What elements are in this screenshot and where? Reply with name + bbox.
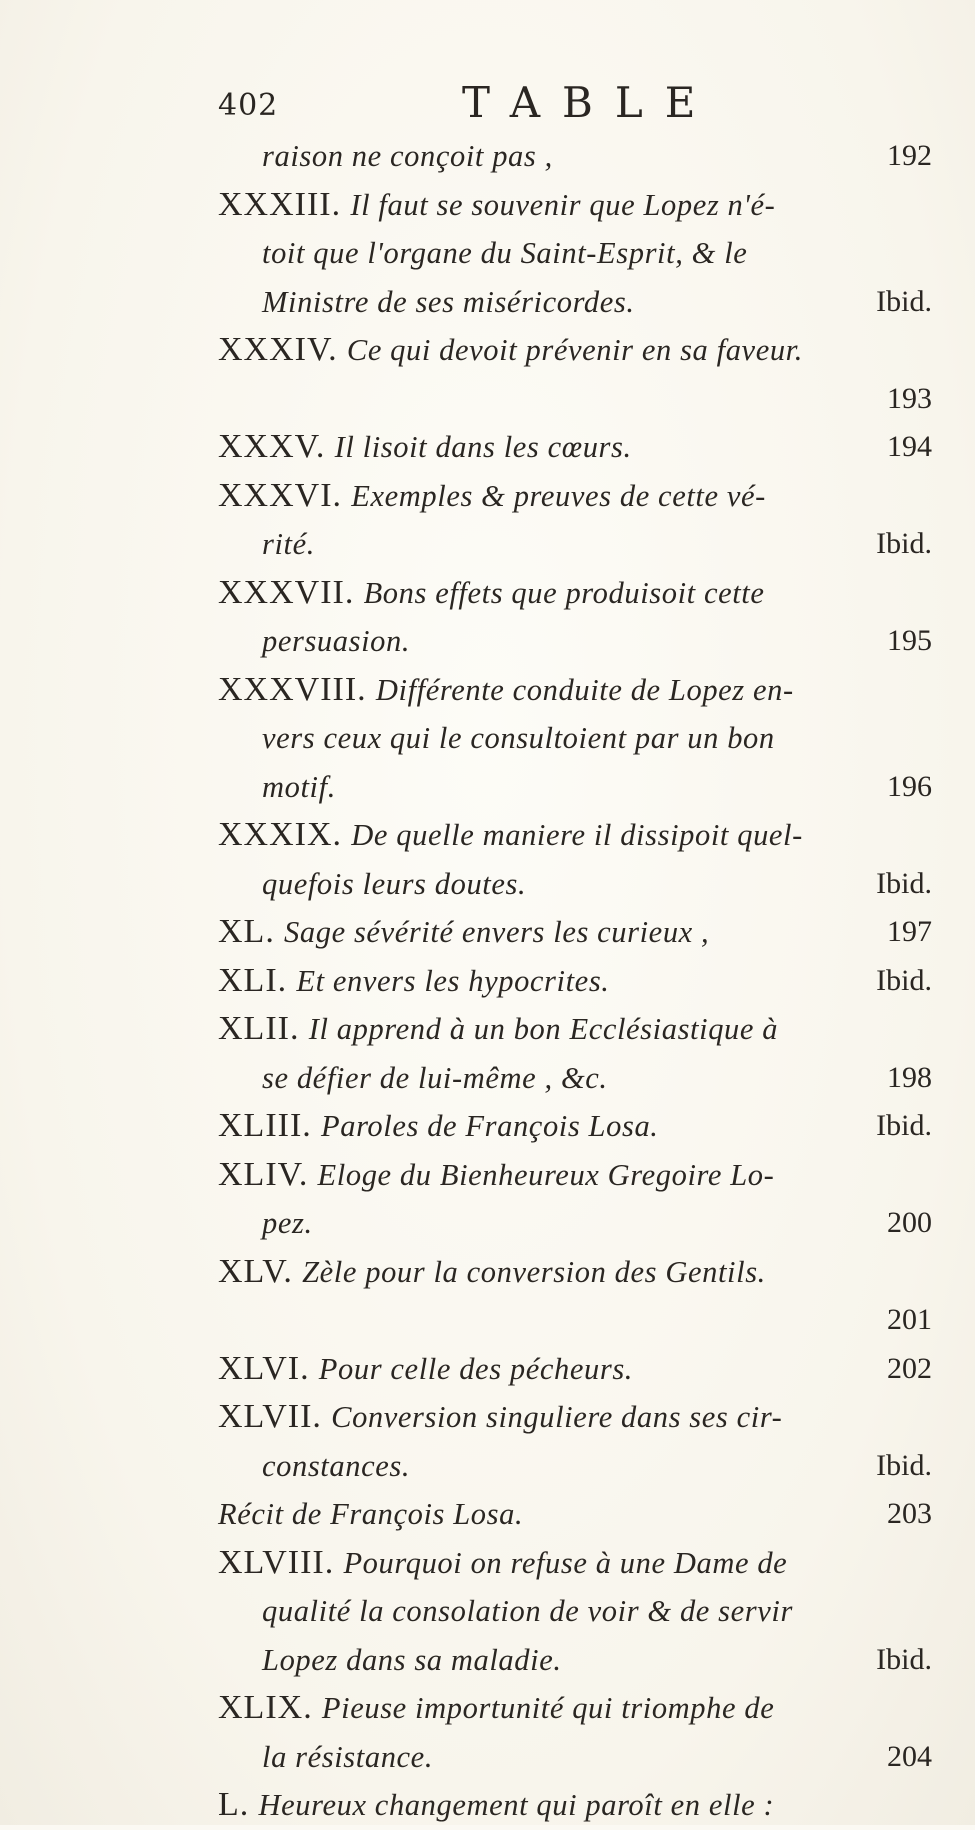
toc-line bbox=[218, 1684, 932, 1733]
entry-number: XXXV. bbox=[218, 428, 326, 465]
entry-page: 198 bbox=[887, 1060, 932, 1094]
toc-line bbox=[218, 569, 932, 618]
entry-number: XLII. bbox=[218, 1010, 300, 1047]
entry-text: Sage sévérité envers les curieux , bbox=[284, 915, 710, 949]
entry-text: Il lisoit dans les cœurs. bbox=[334, 430, 632, 464]
toc-line bbox=[218, 1151, 932, 1200]
entry-number: XXXVI. bbox=[218, 476, 343, 514]
entry-number: XXXIX. bbox=[218, 816, 343, 853]
toc-line bbox=[218, 278, 932, 327]
entry-text: qualité la consolation de voir & de servir bbox=[262, 1594, 793, 1628]
entry-text: quefois leurs doutes. bbox=[262, 866, 527, 901]
toc-line bbox=[218, 326, 932, 375]
page-header bbox=[218, 78, 938, 128]
entry-number: XLVII. bbox=[218, 1398, 322, 1435]
entry-number: XLIX. bbox=[218, 1689, 313, 1726]
toc-line bbox=[218, 1248, 932, 1297]
toc-line bbox=[218, 1490, 932, 1539]
entry-text: la résistance. bbox=[262, 1739, 434, 1774]
entry-page: Ibid. bbox=[876, 1448, 932, 1482]
entry-text: persuasion. bbox=[262, 624, 411, 658]
toc-line bbox=[218, 1442, 932, 1491]
entry-page: Ibid. bbox=[876, 1109, 932, 1142]
entry-number: XXXVIII. bbox=[218, 670, 367, 708]
entry-page: 203 bbox=[887, 1497, 932, 1530]
entry-text: Eloge du Bienheureux Gregoire Lo- bbox=[317, 1157, 775, 1192]
toc-line bbox=[218, 763, 932, 812]
toc-line bbox=[218, 1005, 932, 1054]
toc-line bbox=[218, 1587, 932, 1636]
entry-text: Et envers les hypocrites. bbox=[296, 963, 610, 998]
entry-page: Ibid. bbox=[876, 1642, 932, 1676]
entry-text: Ce qui devoit prévenir en sa faveur. bbox=[346, 333, 803, 367]
entry-number: XXXIV. bbox=[218, 331, 338, 368]
entry-number: XLI. bbox=[218, 961, 288, 999]
entry-page: 196 bbox=[887, 769, 932, 803]
entry-text: Conversion singuliere dans ses cir- bbox=[331, 1400, 783, 1434]
toc-line bbox=[218, 423, 932, 472]
toc-line bbox=[218, 860, 932, 909]
entry-page: 195 bbox=[887, 624, 932, 657]
entry-text: se défier de lui-même , &c. bbox=[262, 1060, 608, 1095]
toc-line bbox=[218, 666, 932, 715]
entry-text: toit que l'organe du Saint-Esprit, & le bbox=[262, 236, 748, 270]
table-of-contents bbox=[218, 132, 932, 1830]
toc-line bbox=[218, 1296, 932, 1345]
toc-line bbox=[218, 181, 932, 230]
toc-line bbox=[218, 1393, 932, 1442]
entry-text: Zèle pour la conversion des Gentils. bbox=[302, 1254, 766, 1289]
entry-text: raison ne conçoit pas , bbox=[262, 139, 553, 173]
toc-line bbox=[218, 1733, 932, 1782]
entry-page: 204 bbox=[887, 1739, 932, 1773]
entry-page: Ibid. bbox=[876, 527, 932, 560]
entry-text: pez. bbox=[262, 1206, 313, 1240]
toc-line bbox=[218, 472, 932, 521]
toc-line bbox=[218, 1102, 932, 1151]
toc-line bbox=[218, 229, 932, 278]
entry-number: XL. bbox=[218, 913, 275, 950]
entry-page: 201 bbox=[887, 1303, 932, 1336]
entry-text: Différente conduite de Lopez en- bbox=[375, 672, 794, 707]
entry-page: 193 bbox=[887, 381, 932, 415]
toc-line bbox=[218, 1345, 932, 1394]
entry-text: Pieuse importunité qui triomphe de bbox=[321, 1691, 775, 1725]
toc-line bbox=[218, 811, 932, 860]
entry-text: De quelle maniere il dissipoit quel- bbox=[351, 818, 803, 852]
entry-text: Il faut se souvenir que Lopez n'é- bbox=[350, 187, 776, 222]
entry-text: Heureux changement qui paroît en elle : bbox=[258, 1788, 775, 1822]
entry-page: 197 bbox=[887, 915, 932, 948]
toc-line bbox=[218, 714, 932, 763]
entry-page: Ibid. bbox=[876, 866, 932, 900]
toc-line bbox=[218, 1636, 932, 1685]
toc-line bbox=[218, 957, 932, 1006]
page-number: 402 bbox=[218, 88, 279, 123]
entry-page: 194 bbox=[887, 430, 932, 463]
toc-line bbox=[218, 132, 932, 181]
entry-number: XLIII. bbox=[218, 1107, 312, 1144]
entry-number: XLV. bbox=[218, 1252, 293, 1290]
entry-text: Pour celle des pécheurs. bbox=[318, 1351, 634, 1386]
toc-line bbox=[218, 1054, 932, 1103]
entry-number: XLIV. bbox=[218, 1155, 309, 1193]
entry-page: 192 bbox=[887, 139, 932, 172]
entry-text: rité. bbox=[262, 527, 315, 561]
entry-number: XLVI. bbox=[218, 1349, 310, 1387]
entry-text: vers ceux qui le consultoient par un bon bbox=[262, 721, 775, 755]
entry-page: Ibid. bbox=[876, 963, 932, 997]
entry-text: Ministre de ses miséricordes. bbox=[262, 284, 635, 319]
entry-text: Récit de François Losa. bbox=[218, 1497, 524, 1531]
entry-page: Ibid. bbox=[876, 284, 932, 318]
entry-page: 200 bbox=[887, 1206, 932, 1239]
entry-text: Pourquoi on refuse à une Dame de bbox=[343, 1545, 788, 1580]
running-title: TABLE bbox=[462, 78, 718, 127]
entry-page: 202 bbox=[887, 1351, 932, 1385]
toc-line bbox=[218, 1539, 932, 1588]
entry-number: XLVIII. bbox=[218, 1543, 335, 1581]
entry-text: motif. bbox=[262, 769, 336, 804]
entry-text: Bons effets que produisoit cette bbox=[363, 575, 765, 610]
entry-text: Lopez dans sa maladie. bbox=[262, 1642, 562, 1677]
toc-line bbox=[218, 1199, 932, 1248]
entry-number: XXXVII. bbox=[218, 573, 355, 611]
toc-line bbox=[218, 1781, 932, 1830]
toc-line bbox=[218, 908, 932, 957]
toc-line bbox=[218, 617, 932, 666]
toc-line bbox=[218, 520, 932, 569]
entry-text: constances. bbox=[262, 1448, 411, 1483]
toc-line bbox=[218, 375, 932, 424]
entry-text: Il apprend à un bon Ecclésiastique à bbox=[308, 1012, 779, 1046]
entry-number: L. bbox=[218, 1786, 250, 1823]
entry-text: Exemples & preuves de cette vé- bbox=[351, 478, 766, 513]
entry-number: XXXIII. bbox=[218, 185, 342, 223]
entry-text: Paroles de François Losa. bbox=[321, 1109, 659, 1143]
